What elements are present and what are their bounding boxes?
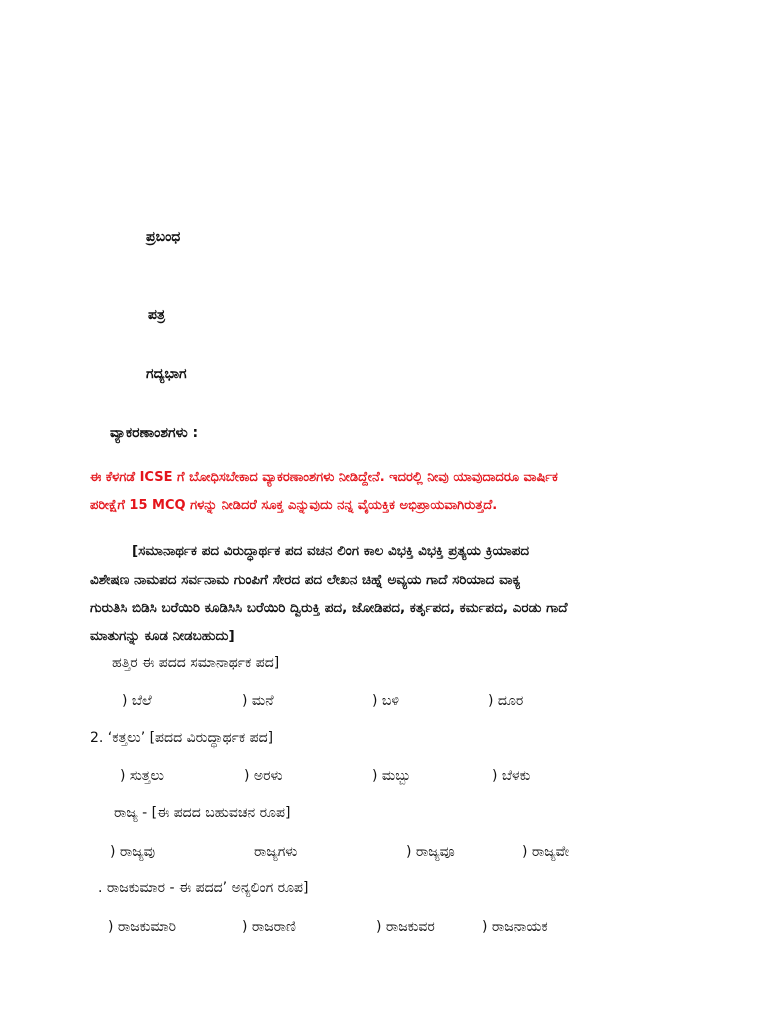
question-3-prompt: ರಾಜ್ಯ - [ಈ ಪದದ ಬಹುವಚನ ರೂಪ]: [114, 805, 291, 821]
q4-option-a: ) ರಾಜಕುಮಾರಿ: [108, 919, 177, 935]
heading-letter: ಪತ್ರ: [148, 307, 165, 323]
heading-essay: ಪ್ರಬಂಧ: [146, 229, 181, 245]
q4-option-b: ) ರಾಜರಾಣಿ: [242, 919, 296, 935]
question-1-prompt: ಹತ್ತಿರ ಈ ಪದದ ಸಮಾನಾರ್ಥಕ ಪದ]: [112, 655, 280, 671]
q4-option-d: ) ರಾಜನಾಯಕ: [482, 919, 548, 935]
q3-option-c: ) ರಾಜ್ಯವೂ: [406, 844, 455, 860]
q1-option-c: ) ಬಳಿ: [372, 693, 400, 709]
q2-option-d: ) ಬೆಳಕು: [492, 768, 531, 784]
q2-option-b: ) ಅರಳು: [244, 768, 283, 784]
grammar-heading: ವ್ಯಾಕರಣಾಂಶಗಳು :: [110, 425, 199, 441]
topics-line-3: ಗುರುತಿಸಿ ಬಿಡಿಸಿ ಬರೆಯಿರಿ ಕೂಡಿಸಿಸಿ ಬರೆಯಿರಿ ದ್ವಿರುಕ್ತಿ ಪದ, ಜೋಡಿಪದ, ಕರ್ತೃಪದ, ಕರ್ಮಪದ, ಎರಡು ಗಾದೆ: [90, 600, 568, 616]
q2-option-a: ) ಸುತ್ತಲು: [120, 768, 164, 784]
q4-option-c: ) ರಾಜಕುವರ: [376, 919, 435, 935]
q3-option-a: ) ರಾಜ್ಯವು: [110, 844, 156, 860]
q3-option-b: ರಾಜ್ಯಗಳು: [254, 844, 298, 860]
topics-line-2: ವಿಶೇಷಣ ನಾಮಪದ ಸರ್ವನಾಮ ಗುಂಪಿಗೆ ಸೇರದ ಪದ ಲೇಖನ ಚಿಹ್ನೆ ಅವ್ಯಯ ಗಾದೆ ಸರಿಯಾದ ವಾಕ್ಯ: [90, 572, 521, 588]
question-4-prompt: . ರಾಜಕುಮಾರ - ಈ ಪದದ’ ಅನ್ಯಲಿಂಗ ರೂಪ]: [98, 880, 309, 896]
q3-option-d: ) ರಾಜ್ಯವೇ: [522, 844, 570, 860]
heading-prose: ಗದ್ಯಭಾಗ: [146, 366, 187, 382]
q1-option-a: ) ಬೆಲೆ: [122, 693, 152, 709]
q1-option-d: ) ದೂರ: [488, 693, 524, 709]
question-2-prompt: 2. ‘ಕತ್ತಲು’ [ಪದದ ವಿರುದ್ಧಾರ್ಥಕ ಪದ]: [90, 730, 274, 746]
topics-line-4: ಮಾತುಗನ್ನು ಕೂಡ ನೀಡಬಹುದು]: [90, 628, 235, 644]
note-line-2: ಪರೀಕ್ಷೆಗೆ 15 MCQ ಗಳನ್ನು ನೀಡಿದರೆ ಸೂಕ್ತ ಎನ್ನುವುದು ನನ್ನ ವೈಯಕ್ತಿಕ ಅಭಿಪ್ರಾಯವಾಗಿರುತ್ತದೆ.: [90, 498, 498, 513]
q1-option-b: ) ಮನೆ: [242, 693, 274, 709]
q2-option-c: ) ಮಬ್ಬು: [372, 768, 411, 784]
topics-line-1: [ಸಮಾನಾರ್ಥಕ ಪದ ವಿರುದ್ಧಾರ್ಥಕ ಪದ ವಚನ ಲಿಂಗ ಕಾಲ ವಿಭಕ್ತಿ ವಿಭಕ್ತಿ ಪ್ರತ್ಯಯ ಕ್ರಿಯಾಪದ: [132, 543, 530, 559]
note-line-1: ಈ ಕೆಳಗಡೆ ICSE ಗೆ ಬೋಧಿಸಬೇಕಾದ ವ್ಯಾಕರಣಾಂಶಗಳು ನೀಡಿದ್ದೇನೆ. ಇದರಲ್ಲಿ ನೀವು ಯಾವುದಾದರೂ ವಾರ್ಷಿಕ: [90, 470, 558, 485]
